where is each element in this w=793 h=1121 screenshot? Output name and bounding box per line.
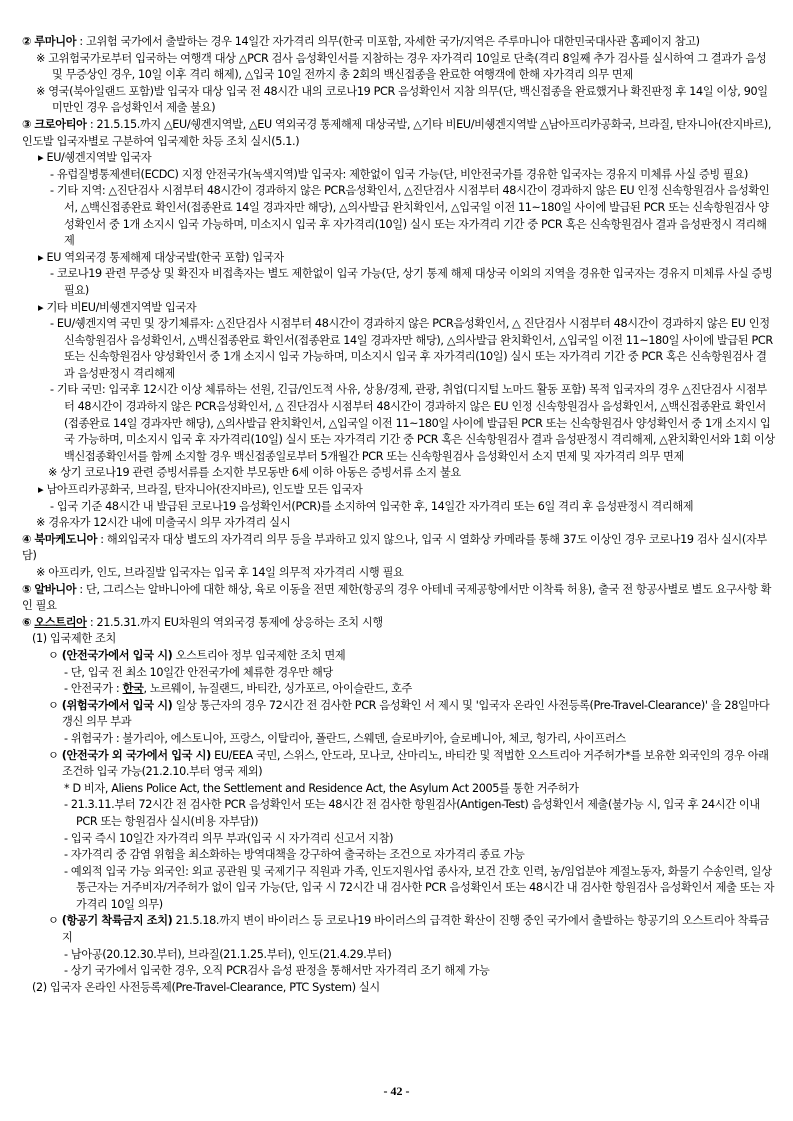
section-romania	[22, 34, 775, 51]
section-text: : 해외입국자 대상 별도의 자가격리 의무 등을 부과하고 있지 않으나, 입국 시 열화상 카메라를 통해 37도 이상인 경우 코로나19 검사 실시(자부담)	[22, 532, 767, 563]
footnote: * D 비자, Aliens Police Act, the Settlement and Residence Act, the Asylum Act 2005를 통한 거주허가	[64, 781, 579, 795]
list-item: - 남아공(20.12.30.부터), 브라질(21.1.25.부터), 인도(21.4.29.부터)	[64, 947, 392, 961]
section-text: : 단, 그리스는 알바니아에 대한 해상, 육로 이동을 전면 제한(항공의 경우 아테네 국제공항에서만 이착륙 허용), 출국 전 항공사별로 별도 요구사항 확인 필요	[22, 582, 772, 613]
list-item: - 입국 기준 48시간 내 발급된 코로나19 음성확인서(PCR)를 소지하여 입국한 후, 14일간 자가격리 또는 6일 격리 후 음성판정시 격리해제	[50, 499, 694, 513]
list-item	[48, 698, 775, 731]
section-text: : 21.5.15.까지 △EU/쉥겐지역발, △EU 역외국경 통제해제 대상국발, △기타 비EU/비쉥겐지역발 △남아프리카공화국, 브라질, 탄자니아(잔지바르), 인도발 입국자별로 구분하여 입국제한 차등 조치 실시(5.1.)	[22, 117, 772, 148]
list-item: - EU/쉥겐지역 국민 및 장기체류자: △진단검사 시점부터 48시간이 경과하지 않은 PCR음성확인서, △ 진단검사 시점부터 48시간이 경과하지 않은 EU 인정 신속항원검사 음성확인서, △백신접종완료 확인서(접종완료 14일 경과자만 해당), △의사발급 완치확인서, △입국일 이전 11~180일 사이에 발급된 PCR 또는 신속항원검사 양성확인서 중 1개 소지시 입국 가능하며, 미소지시 입국 후 자가격리(10일) 실시 또는 자가격리 기간 중 PCR 혹은 신속항원검사 결과 음성판정시 격리해제	[50, 317, 773, 380]
list-item: - 위험국가 : 불가리아, 에스토니아, 프랑스, 이탈리아, 폴란드, 스웨덴, 슬로바키아, 슬로베니아, 체코, 헝가리, 사이프러스	[64, 731, 626, 745]
section-text: : 고위험 국가에서 출발하는 경우 14일간 자가격리 의무(한국 미포함, 자세한 국가/지역은 주루마니아 대한민국대사관 홈페이지 참고)	[76, 35, 700, 48]
page-number: - 42 -	[383, 1084, 410, 1098]
note-paragraph: ※ 아프리카, 인도, 브라질발 입국자는 입국 후 14일 의무적 자가격리 시행 필요	[36, 566, 404, 579]
subsection-heading: (1) 입국제한 조치	[32, 632, 116, 646]
note-paragraph: ※ 고위험국가로부터 입국하는 여행객 대상 △PCR 검사 음성확인서를 지참하는 경우 자가격리 10일로 단축(격리 8일째 추가 검사를 실시하여 그 결과가 음성 및 무증상인 경우, 10일 이후 격리 해제), △입국 10일 전까지 총 2회의 백신접종을 완료한 여행객에 한해 자가격리 의무 면제	[36, 51, 767, 82]
item-title: (위험국가에서 입국 시)	[61, 698, 173, 712]
list-item	[48, 648, 775, 665]
section-title: 크로아티아	[34, 117, 87, 131]
bullet-marker: ㅇ	[48, 748, 59, 762]
list-item: - 예외적 입국 가능 외국인: 외교 공관원 및 국제기구 직원과 가족, 인도지원사업 종사자, 보건 간호 인력, 농/임업분야 계절노동자, 화물기 수송인력, 일상 통근자는 거주비자/거주허가 없이 입국 가능(단, 입국 시 72시간 내 검사한 PCR 음성확인서 또는 48시간 내 검사한 항원검사 음성확인서 제출 또는 자가격리 10일 의무)	[64, 864, 775, 911]
section-austria	[22, 615, 775, 632]
list-item: - 코로나19 관련 무증상 및 확진자 비접촉자는 별도 제한없이 입국 가능(단, 상기 통제 해제 대상국 이외의 지역을 경유한 입국자는 경유지 미체류 사실 증빙 필요)	[50, 267, 773, 297]
list-item	[48, 748, 775, 781]
note-paragraph: ※ 영국(북아일랜드 포함)발 입국자 대상 입국 전 48시간 내의 코로나19 PCR 음성확인서 지참 의무(단, 백신접종을 완료했거나 확진판정 후 14일 이상, 90일 미만인 경우 음성확인서 제출 불요)	[36, 84, 768, 115]
list-item: - 상기 국가에서 입국한 경우, 오직 PCR검사 음성 판정을 통해서만 자가격리 조기 해제 가능	[64, 964, 490, 978]
group-heading: ▸ EU/쉥겐지역발 입국자	[38, 151, 152, 165]
note-paragraph: ※ 경유자가 12시간 내에 미출국시 의무 자가격리 실시	[36, 516, 291, 530]
section-number: ②	[22, 35, 32, 48]
section-albania	[22, 582, 775, 615]
item-text: 21.5.18.까지 변이 바이러스 등 코로나19 바이러스의 급격한 확산이 진행 중인 국가에서 출발하는 항공기의 오스트리아 착륙금지	[62, 914, 769, 945]
section-number: ⑤	[22, 582, 32, 596]
section-croatia	[22, 117, 775, 150]
note-paragraph: ※ 상기 코로나19 관련 증빙서류를 소지한 부모동반 6세 이하 아동은 증빙서류 소지 불요	[48, 466, 461, 480]
bullet-marker: ㅇ	[48, 648, 59, 662]
item-text: EU/EEA 국민, 스위스, 안도라, 모나코, 산마리노, 바티칸 및 적법한 오스트리아 거주허가*를 보유한 외국인의 경우 아래 조건하 입국 가능(21.2.10.부터 영국 제외)	[62, 748, 769, 779]
list-item: - 기타 국민: 입국후 12시간 이상 체류하는 선원, 긴급/인도적 사유, 상용/경제, 관광, 취업(디지털 노마드 활동 포함) 목적 입국자의 경우 △진단검사 시점부터 48시간이 경과하지 않은 PCR음성확인서, △ 진단검사 시점부터 48시간이 경과하지 않은 EU 인정 신속항원검사 음성확인서, △백신접종완료 확인서(접종완료 14일 경과자만 해당), △의사발급 완치확인서, △입국일 이전 11~180일 사이에 발급된 PCR 또는 신속항원검사 양성확인서 중 1개 소지시 입국 가능하며, 미소지시 입국 후 자가격리(10일) 실시 또는 자가격리 기간 중 PCR 혹은 신속항원검사 결과 음성판정시 격리해제, △완치확인서와 1회 이상 백신접종확인서를 함께 소지할 경우 백신접종일로부터 5개월간 PCR 또는 신속항원검사 음성확인서 소지 면제 및 자가격리 의무 면제	[50, 383, 775, 463]
item-text: 오스트리아 정부 입국제한 조치 면제	[172, 648, 346, 662]
section-title: 오스트리아	[34, 615, 87, 629]
highlight-korea: 한국	[122, 682, 144, 696]
section-north-macedonia	[22, 532, 775, 565]
section-number: ③	[22, 117, 32, 131]
bullet-marker: ㅇ	[48, 914, 59, 928]
list-item	[64, 681, 775, 698]
list-item: - 자가격리 중 감염 위험을 최소화하는 방역대책을 강구하여 출국하는 조건으로 자가격리 종료 가능	[64, 848, 525, 862]
section-title: 알바니아	[34, 582, 77, 596]
list-item: - 기타 지역: △진단검사 시점부터 48시간이 경과하지 않은 PCR음성확인서, △진단검사 시점부터 48시간이 경과하지 않은 EU 인정 신속항원검사 음성확인서, △백신접종완료 확인서(접종완료 14일 경과자만 해당), △의사발급 완치확인서, △입국일 이전 11~180일 사이에 발급된 PCR 또는 신속항원검사 양성확인서 중 1개 소지시 입국 가능하며, 미소지시 입국 후 자가격리(10일) 실시 또는 자가격리 기간 중 PCR 혹은 신속항원검사 결과 음성판정시 격리해제	[50, 184, 770, 248]
subsection-heading: (2) 입국자 온라인 사전등록제(Pre-Travel-Clearance, PTC System) 실시	[32, 980, 380, 994]
item-title: (안전국가에서 입국 시)	[61, 648, 173, 662]
bullet-marker: ㅇ	[48, 698, 59, 712]
group-heading: ▸ 기타 비EU/비쉥겐지역발 입국자	[38, 300, 197, 314]
section-text: : 21.5.31.까지 EU차원의 역외국경 통제에 상응하는 조치 시행	[86, 615, 383, 629]
section-number: ⑥	[22, 615, 32, 629]
item-text: - 안전국가 :	[64, 682, 123, 696]
item-text: , 노르웨이, 뉴질랜드, 바티칸, 싱가포르, 아이슬란드, 호주	[143, 682, 413, 696]
list-item: - 유럽질병통제센터(ECDC) 지정 안전국가(녹색지역)발 입국자: 제한없이 입국 가능(단, 비안전국가를 경유한 입국자는 경유지 미체류 사실 증빙 필요)	[50, 167, 749, 181]
list-item	[48, 913, 775, 946]
group-heading: ▸ 남아프리카공화국, 브라질, 탄자니아(잔지바르), 인도발 모든 입국자	[38, 483, 363, 497]
section-title: 북마케도니아	[34, 532, 98, 546]
section-number: ④	[22, 532, 32, 546]
item-title: (항공기 착륙금지 조치)	[61, 914, 173, 928]
list-item: - 입국 즉시 10일간 자가격리 의무 부과(입국 시 자가격리 신고서 지참)	[64, 831, 394, 845]
section-title: 루마니아	[34, 35, 77, 48]
list-item: - 21.3.11.부터 72시간 전 검사한 PCR 음성확인서 또는 48시간 전 검사한 항원검사(Antigen-Test) 음성확인서 제출(불가능 시, 입국 후 24시간 이내 PCR 또는 항원검사 실시(비용 자부담))	[64, 798, 760, 828]
list-item: - 단, 입국 전 최소 10일간 안전국가에 체류한 경우만 해당	[64, 665, 333, 679]
item-title: (안전국가 외 국가에서 입국 시)	[61, 748, 211, 762]
item-text: 일상 통근자의 경우 72시간 전 검사한 PCR 음성확인 서 제시 및 '입국자 온라인 사전등록(Pre-Travel-Clearance)' 을 28일마다 갱신 의무 부과	[62, 698, 770, 729]
group-heading: ▸ EU 역외국경 통제해제 대상국발(한국 포함) 입국자	[38, 250, 284, 264]
